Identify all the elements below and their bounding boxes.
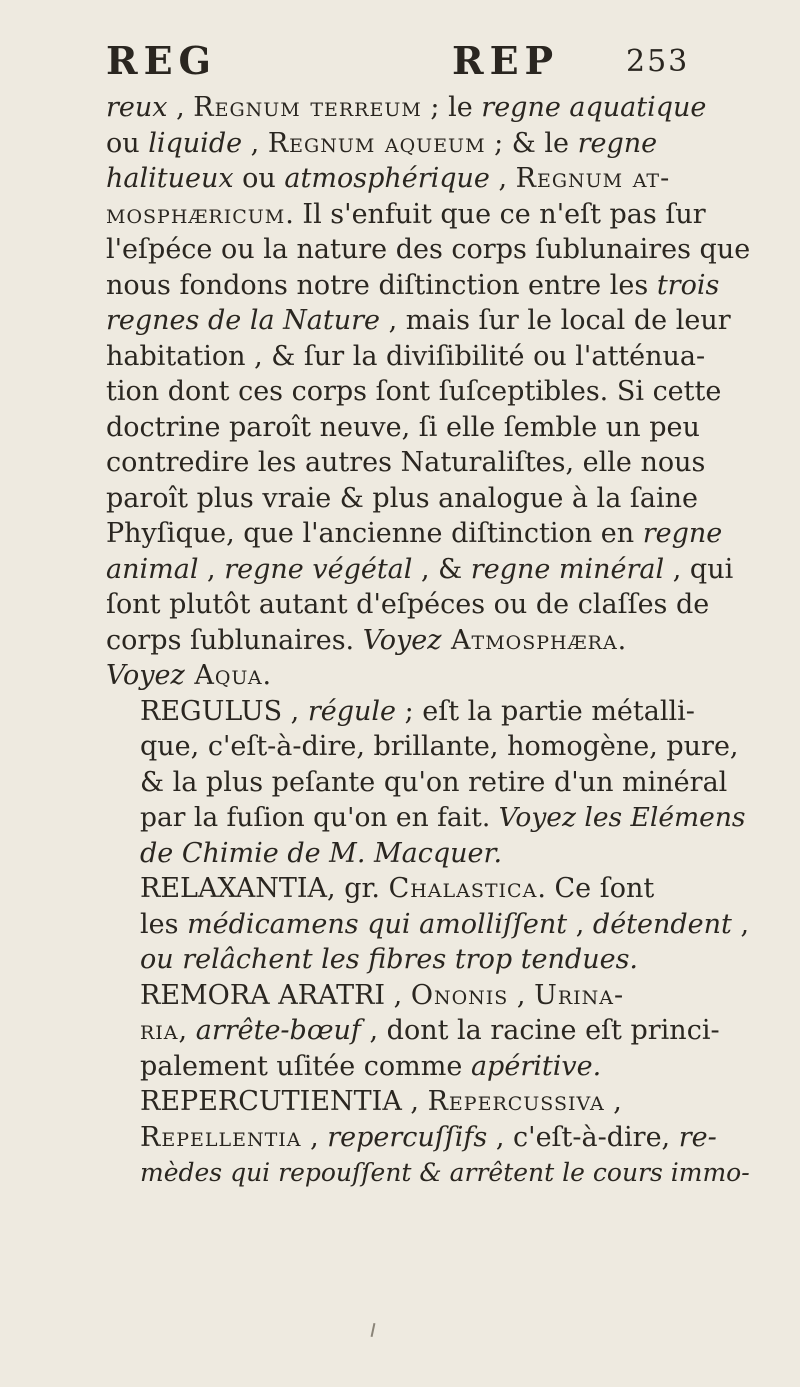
text-run: , bbox=[604, 1086, 622, 1117]
text-run: regne bbox=[642, 518, 723, 549]
text-line bbox=[106, 1049, 750, 1085]
running-header bbox=[106, 28, 750, 90]
text-line bbox=[106, 978, 750, 1014]
text-line bbox=[106, 268, 750, 304]
text-line bbox=[106, 1084, 750, 1120]
text-run: Repellentia bbox=[140, 1121, 302, 1153]
text-run: contredire les autres Naturaliſtes, elle nous bbox=[106, 447, 706, 478]
text-run: , bbox=[567, 908, 593, 940]
text-run: Phyſique, que l'ancienne diſtinction en bbox=[106, 518, 643, 549]
text-run: REPERCUTIENTIA , bbox=[140, 1086, 428, 1117]
text-run: régule bbox=[307, 695, 396, 727]
paragraph bbox=[106, 978, 750, 1085]
text-run: les bbox=[140, 908, 188, 940]
text-run: Chalastica bbox=[388, 873, 538, 904]
text-line bbox=[106, 871, 750, 907]
text-run: Regnum terreum bbox=[193, 92, 422, 123]
text-run: ; eſt la partie métalli- bbox=[396, 695, 695, 727]
text-run: corps ſublunaires. bbox=[106, 624, 363, 656]
text-run: doctrine paroît neuve, ſi elle ſemble un peu bbox=[106, 411, 700, 443]
text-run: repercuſſifs bbox=[327, 1121, 488, 1153]
text-run: , dont la racine eſt princi- bbox=[360, 1015, 720, 1046]
text-run: que, c'eſt-à-dire, brillante, homogène, pure, bbox=[140, 731, 739, 762]
text-run: , bbox=[198, 553, 225, 585]
text-run: , c'eſt-à-dire, bbox=[487, 1121, 679, 1153]
text-run: Atmosphæra. bbox=[441, 624, 628, 656]
text-run: palement uſitée comme bbox=[140, 1050, 471, 1082]
text-run: Voyez les Elémens bbox=[498, 802, 746, 833]
ink-mark bbox=[371, 1323, 376, 1337]
text-run: , bbox=[301, 1121, 328, 1153]
text-line bbox=[106, 161, 750, 197]
text-line bbox=[106, 90, 750, 126]
text-run: RELAXANTIA, gr. bbox=[140, 873, 389, 904]
text-run: halitueux bbox=[106, 163, 234, 194]
text-run: ou bbox=[106, 127, 149, 159]
text-run: regnes de la Nature bbox=[106, 305, 380, 336]
text-run: , mais ſur le local de leur bbox=[379, 305, 731, 336]
text-run: , bbox=[489, 163, 516, 194]
text-run: REGULUS , bbox=[140, 695, 308, 727]
text-line bbox=[106, 339, 750, 375]
text-run: regne végétal bbox=[224, 553, 413, 585]
text-line bbox=[106, 836, 750, 872]
text-line bbox=[106, 126, 750, 162]
text-line bbox=[106, 374, 750, 410]
text-line bbox=[106, 800, 750, 836]
text-line bbox=[106, 552, 750, 588]
text-run: Urina- bbox=[534, 979, 625, 1011]
text-run: paroît plus vraie & plus analogue à la ſaine bbox=[106, 482, 698, 514]
text-line bbox=[106, 303, 750, 339]
text-line bbox=[106, 1013, 750, 1049]
text-line bbox=[106, 445, 750, 481]
paragraph bbox=[106, 1084, 750, 1191]
text-run: regne minéral bbox=[470, 553, 665, 585]
text-run: tion dont ces corps ſont ſuſceptibles. Si cette bbox=[106, 376, 722, 407]
paragraph bbox=[106, 90, 750, 694]
text-run: de Chimie de M. Macquer. bbox=[140, 837, 503, 869]
text-run: ſont plutôt autant d'eſpéces ou de claſſes de bbox=[106, 589, 710, 620]
text-run: l'eſpéce ou la nature des corps ſublunaires que bbox=[106, 234, 751, 265]
text-run: par la fuſion qu'on en fait. bbox=[140, 802, 499, 833]
text-run: & la plus peſante qu'on retire d'un minéral bbox=[140, 766, 728, 798]
text-line bbox=[106, 1120, 750, 1156]
text-run: ; & le bbox=[485, 127, 578, 159]
text-line bbox=[106, 1155, 750, 1191]
text-line bbox=[106, 410, 750, 446]
header-left-word: REG bbox=[106, 38, 217, 83]
text-run: Voyez bbox=[362, 624, 442, 656]
text-run: , bbox=[242, 127, 268, 159]
text-run: atmosphérique bbox=[284, 163, 490, 194]
text-line bbox=[106, 623, 750, 659]
text-run: , qui bbox=[664, 553, 734, 585]
text-line bbox=[106, 765, 750, 801]
text-run: ou relâchent les fibres trop tendues. bbox=[140, 944, 639, 975]
text-run: Regnum aqueum bbox=[267, 127, 486, 159]
text-run: re- bbox=[678, 1121, 717, 1153]
text-run: Aqua. bbox=[184, 660, 273, 691]
text-run: regne aquatique bbox=[481, 92, 707, 123]
text-run: , bbox=[731, 908, 750, 940]
text-run: , bbox=[176, 92, 194, 123]
text-line bbox=[106, 942, 750, 978]
text-run: , bbox=[178, 1015, 196, 1046]
text-line bbox=[106, 729, 750, 765]
text-line bbox=[106, 232, 750, 268]
text-run: ou bbox=[233, 163, 285, 194]
text-run: Voyez bbox=[106, 660, 185, 691]
text-run: reux bbox=[106, 92, 177, 123]
text-run: , & bbox=[412, 553, 471, 585]
text-line bbox=[106, 587, 750, 623]
text-line bbox=[106, 694, 750, 730]
text-run: Ononis bbox=[410, 979, 509, 1011]
text-run: Regnum at- bbox=[515, 163, 671, 194]
text-run: . Ce ſont bbox=[537, 873, 655, 904]
paragraph bbox=[106, 871, 750, 978]
text-run: habitation , & ſur la diviſibilité ou l'atténua- bbox=[106, 340, 706, 372]
body-text bbox=[106, 90, 750, 1191]
text-run: REMORA ARATRI , bbox=[140, 979, 411, 1011]
text-run: mèdes qui repouſſent & arrêtent le cours immo- bbox=[140, 1158, 750, 1187]
header-right-word: REP bbox=[452, 38, 560, 83]
paragraph bbox=[106, 694, 750, 872]
text-run: apéritive. bbox=[470, 1050, 602, 1082]
text-run: liquide bbox=[148, 127, 243, 159]
text-run: nous fondons notre diſtinction entre les bbox=[106, 269, 657, 301]
text-run: animal bbox=[106, 553, 199, 585]
text-line bbox=[106, 658, 750, 694]
text-line bbox=[106, 907, 750, 943]
text-line bbox=[106, 197, 750, 233]
text-run: mosphæricum bbox=[106, 198, 286, 230]
text-run: . Il s'enfuit que ce n'eſt pas ſur bbox=[285, 198, 706, 230]
text-run: arrête-bœuf bbox=[195, 1015, 361, 1046]
page-number: 253 bbox=[626, 44, 690, 79]
text-run: ria bbox=[140, 1015, 179, 1046]
text-line bbox=[106, 516, 750, 552]
text-run: regne bbox=[577, 127, 658, 159]
text-run: détendent bbox=[592, 908, 732, 940]
text-run: trois bbox=[656, 269, 720, 301]
text-run: ; le bbox=[421, 92, 482, 123]
text-run: médicamens qui amolliſſent bbox=[187, 908, 568, 940]
text-run: Repercussiva bbox=[427, 1086, 605, 1117]
text-line bbox=[106, 481, 750, 517]
text-run: , bbox=[508, 979, 535, 1011]
